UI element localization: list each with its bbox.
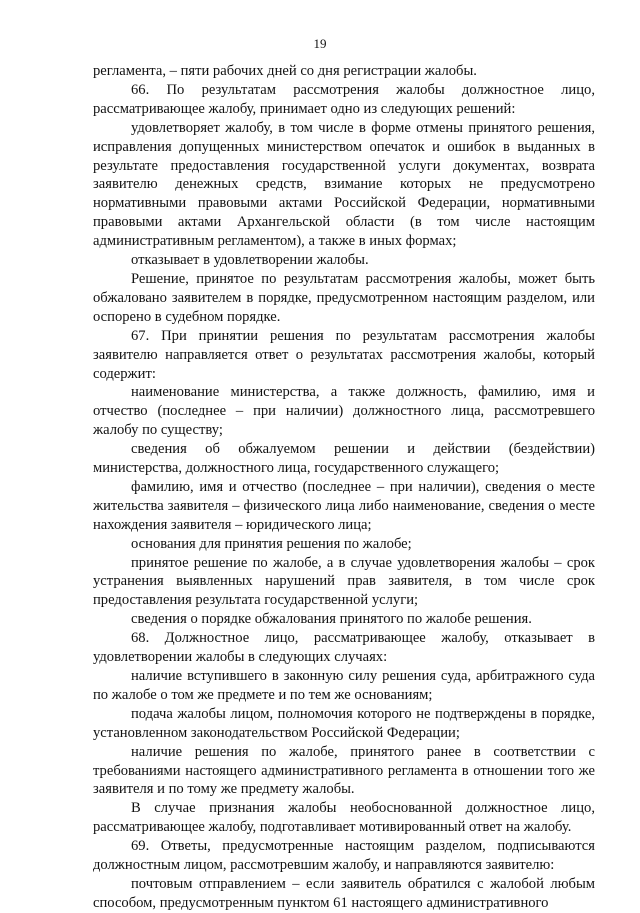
paragraph: 69. Ответы, предусмотренные настоящим разделом, подписываются должностным лицом, рассмотревшим жалобу, и направляются заявителю: — [93, 838, 595, 874]
paragraph: основания для принятия решения по жалобе; — [131, 535, 412, 552]
paragraph: 68. Должностное лицо, рассматривающее жалобу, отказывает в удовлетворении жалобы в следующих случаях: — [93, 630, 595, 666]
paragraph: отказывает в удовлетворении жалобы. — [131, 252, 369, 269]
paragraph: наименование министерства, а также должность, фамилию, имя и отчество (последнее – при наличии) должностного лица, рассмотревшего жалобу по существу; — [93, 384, 595, 439]
paragraph: сведения об обжалуемом решении и действии (бездействии) министерства, должностного лица, государственного служащего; — [93, 441, 595, 477]
paragraph: принятое решение по жалобе, а в случае удовлетворения жалобы – срок устранения выявленных нарушений прав заявителя, в том числе срок предоставления результата государственной услуги; — [93, 554, 595, 609]
body-text — [93, 62, 595, 913]
paragraph: почтовым отправлением – если заявитель обратился с жалобой любым способом, предусмотренным пунктом 61 настоящего административного — [93, 875, 595, 911]
paragraph: 66. По результатам рассмотрения жалобы должностное лицо, рассматривающее жалобу, принимает одно из следующих решений: — [93, 81, 595, 117]
paragraph: В случае признания жалобы необоснованной должностное лицо, рассматривающее жалобу, подготавливает мотивированный ответ на жалобу. — [93, 800, 595, 836]
paragraph: подача жалобы лицом, полномочия которого не подтверждены в порядке, установленном законодательством Российской Федерации; — [93, 705, 595, 741]
paragraph: регламента, – пяти рабочих дней со дня регистрации жалобы. — [93, 63, 477, 79]
paragraph: наличие вступившего в законную силу решения суда, арбитражного суда по жалобе о том же предмете и по тем же основаниям; — [93, 668, 595, 703]
paragraph: фамилию, имя и отчество (последнее – при наличии), сведения о месте жительства заявителя – физического лица либо наименование, сведения о месте нахождения заявителя – юридического лица; — [93, 478, 595, 533]
paragraph: 67. При принятии решения по результатам рассмотрения жалобы заявителю направляется ответ о результатах рассмотрения жалобы, который содержит: — [93, 327, 595, 382]
paragraph: наличие решения по жалобе, принятого ранее в соответствии с требованиями настоящего административного регламента в отношении того же заявителя и по тому же предмету жалобы. — [93, 743, 595, 798]
paragraph: Решение, принятое по результатам рассмотрения жалобы, может быть обжаловано заявителем в порядке, предусмотренном настоящим разделом, или оспорено в судебном порядке. — [93, 270, 595, 325]
paragraph: сведения о порядке обжалования принятого по жалобе решения. — [131, 611, 532, 628]
page-number: 19 — [313, 36, 327, 51]
paragraph: удовлетворяет жалобу, в том числе в форме отмены принятого решения, исправления допущенных министерством опечаток и ошибок в выданных в результате предоставления государственной услуги документах, возврата заявителю денежных средств, взимание которых не предусмотрено нормативными правовыми актами Российской Федерации, нормативными правовыми актами Архангельской области (в том числе настоящим административным регламентом), а также в иных формах; — [93, 119, 595, 250]
